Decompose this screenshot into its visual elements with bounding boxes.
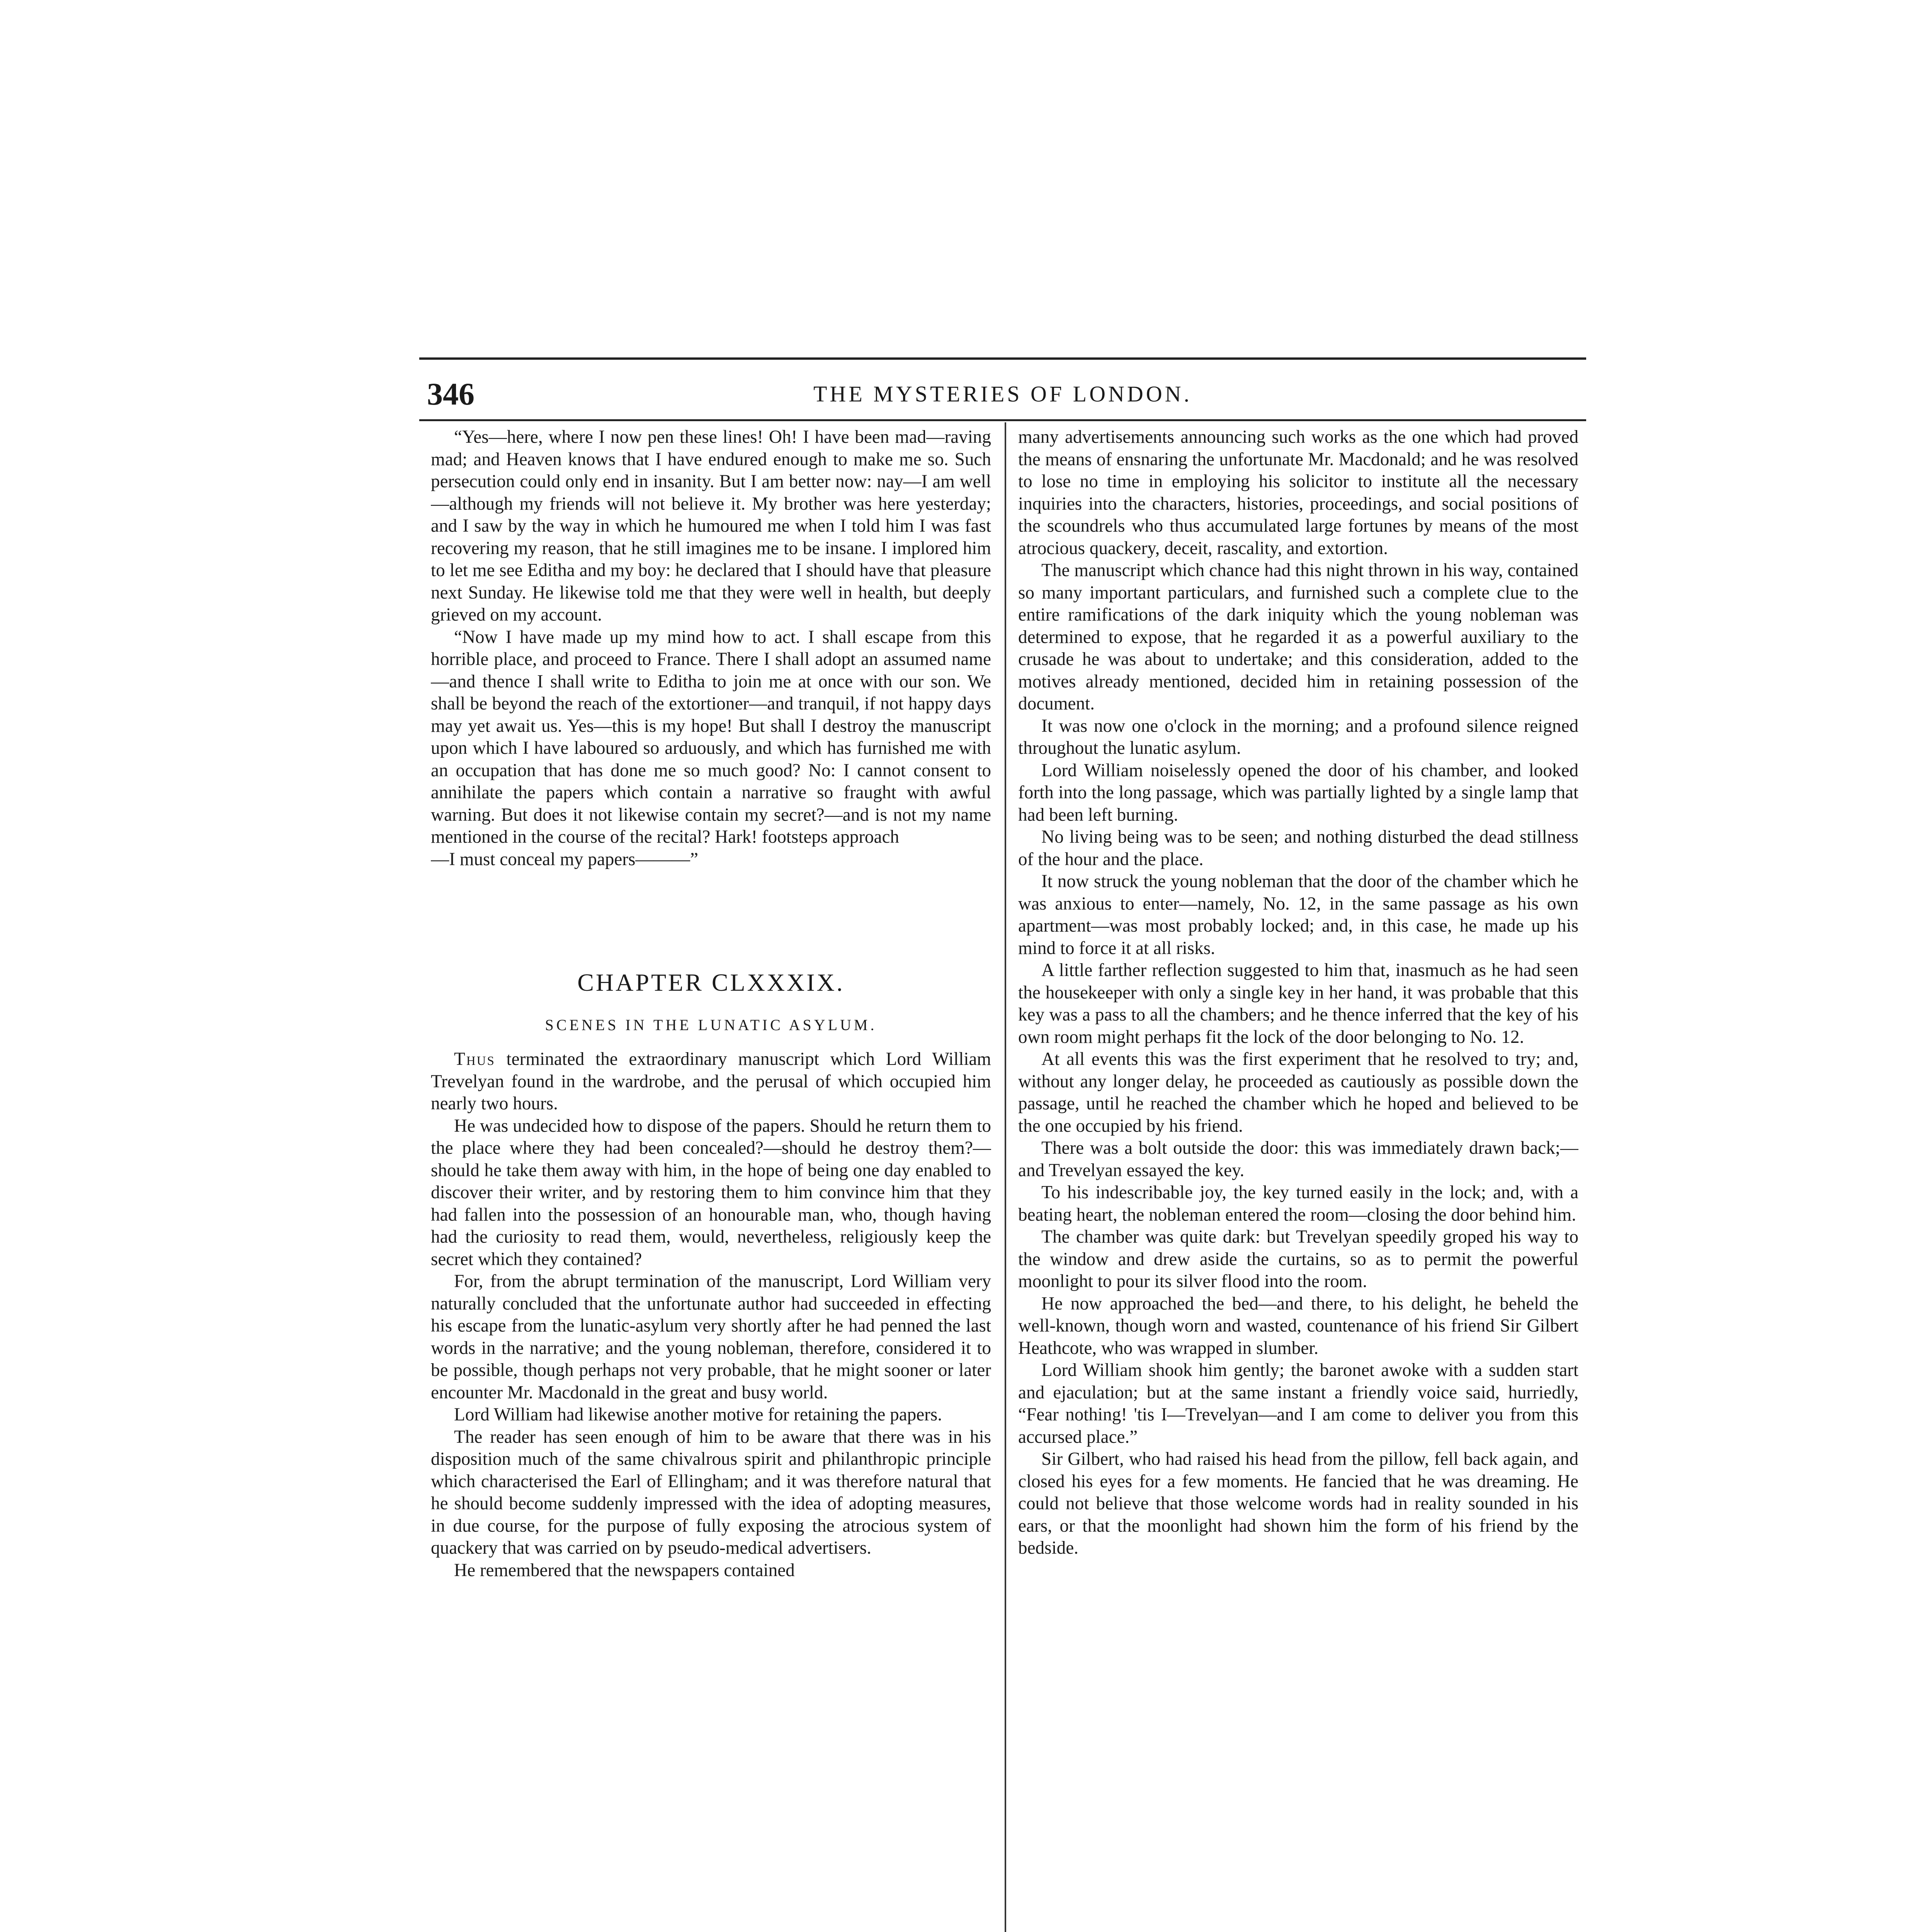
paragraph: For, from the abrupt termination of the manuscript, Lord William very naturally concluded that the unfortunate author had succeeded in effecting his escape from the lunatic-asylum very shortly after he had penned the last words in the narrative; and the young nobleman, therefore, considered it to be possible, though perhaps not very probable, that he might sooner or later encounter Mr. Macdonald in the great and busy world. <box>431 1271 991 1403</box>
manuscript-closing-line: —I must conceal my papers———” <box>431 849 698 869</box>
lead-word: Thus <box>454 1049 495 1069</box>
left-column <box>431 426 991 1932</box>
header-rule <box>419 419 1586 421</box>
paragraph: It now struck the young nobleman that the door of the chamber which he was anxious to enter—namely, No. 12, in the same passage as his own apartment—was most probably locked; and, in this case, he made up his mind to force it at all risks. <box>1018 871 1578 958</box>
paragraph: He was undecided how to dispose of the papers. Should he return them to the place where they had been concealed?—should he destroy them?—should he take them away with him, in the hope of being one day enabled to discover their writer, and by restoring them to him convince him that they had fallen into the possession of an honourable man, who, though having had the curiosity to read them, would, nevertheless, religiously keep the secret which they contained? <box>431 1116 991 1269</box>
opening-text: terminated the extraordinary manuscript which Lord William Trevelyan found in the wardrobe, and the perusal of which occupied him nearly two hours. <box>431 1049 991 1114</box>
paragraph: Lord William had likewise another motive for retaining the papers. <box>454 1405 942 1425</box>
continued-paragraph: many advertisements announcing such works as the one which had proved the means of ensnaring the unfortunate Mr. Macdonald; and he was resolved to lose no time in employing his solicitor to institute all the necessary inquiries into the characters, histories, proceedings, and social positions of the scoundrels who thus accumulated large fortunes by means of the most atrocious quackery, deceit, rascality, and extortion. <box>1018 427 1578 558</box>
manuscript-paragraph-1: “Yes—here, where I now pen these lines! Oh! I have been mad—raving mad; and Heaven knows that I have endured enough to make me so. Such persecution could only end in insanity. But I am better now: nay—I am well—although my friends will not believe it. My brother was here yesterday; and I saw by the way in which he humoured me when I told him I was fast recovering my reason, that he still imagines me to be insane. I implored him to let me see Editha and my boy: he declared that I should have that pleasure next Sunday. He likewise told me that they were well in health, but deeply grieved on my account. <box>431 427 991 625</box>
paragraph: A little farther reflection suggested to him that, inasmuch as he had seen the housekeeper with only a single key in her hand, it was probable that this key was a pass to all the chambers; and he thence inferred that the key of his own room might perhaps fit the lock of the door belonging to No. 12. <box>1018 960 1578 1047</box>
running-head: THE MYSTERIES OF LONDON. <box>813 381 1192 406</box>
paragraph: To his indescribable joy, the key turned easily in the lock; and, with a beating heart, the nobleman entered the room—closing the door behind him. <box>1018 1182 1578 1225</box>
paragraph: He remembered that the newspapers contained <box>454 1560 795 1580</box>
page-number: 346 <box>427 376 474 412</box>
column-divider <box>1005 422 1006 1932</box>
paragraph: The reader has seen enough of him to be aware that there was in his disposition much of the same chivalrous spirit and philanthropic principle which characterised the Earl of Ellingham; and it was therefore natural that he should become suddenly impressed with the idea of adopting measures, in due course, for the purpose of fully exposing the atrocious system of quackery that was carried on by pseudo-medical advertisers. <box>431 1427 991 1558</box>
paragraph: Lord William shook him gently; the baronet awoke with a sudden start and ejaculation; but at the same instant a friendly voice said, hurriedly, “Fear nothing! 'tis I—Trevelyan—and I am come to deliver you from this accursed place.” <box>1018 1360 1578 1447</box>
paragraph: No living being was to be seen; and nothing disturbed the dead stillness of the hour and the place. <box>1018 827 1578 869</box>
chapter-heading: CHAPTER CLXXXIX. <box>577 969 845 996</box>
right-column <box>1018 426 1578 1932</box>
chapter-subtitle: SCENES IN THE LUNATIC ASYLUM. <box>545 1016 877 1034</box>
newspaper-page <box>419 357 1586 1932</box>
paragraph: At all events this was the first experiment that he resolved to try; and, without any longer delay, he proceeded as cautiously as possible down the passage, until he reached the chamber which he hoped and believed to be the one occupied by his friend. <box>1018 1049 1578 1136</box>
paragraph: He now approached the bed—and there, to his delight, he beheld the well-known, though worn and wasted, countenance of his friend Sir Gilbert Heathcote, who was wrapped in slumber. <box>1018 1293 1578 1358</box>
paragraph: The manuscript which chance had this night thrown in his way, contained so many important particulars, and furnished such a complete clue to the entire ramifications of the dark iniquity which the young nobleman was determined to expose, that he regarded it as a powerful auxiliary to the crusade he was about to undertake; and this consideration, added to the motives already mentioned, decided him in retaining possession of the document. <box>1018 560 1578 714</box>
paragraph: It was now one o'clock in the morning; and a profound silence reigned throughout the lunatic asylum. <box>1018 716 1578 758</box>
top-rule <box>419 357 1586 360</box>
paragraph: The chamber was quite dark: but Trevelyan speedily groped his way to the window and drew aside the curtains, so as to permit the powerful moonlight to pour its silver flood into the room. <box>1018 1227 1578 1291</box>
manuscript-paragraph-2: “Now I have made up my mind how to act. I shall escape from this horrible place, and proceed to France. There I shall adopt an assumed name—and thence I shall write to Editha to join me at once with our son. We shall be beyond the reach of the extortioner—and tranquil, if not happy days may yet await us. Yes—this is my hope! But shall I destroy the manuscript upon which I have laboured so arduously, and which has furnished me with an occupation that has done me so much good? No: I cannot consent to annihilate the papers which contain a narrative so fraught with awful warning. But does it not likewise contain my secret?—and is not my name mentioned in the course of the recital? Hark! footsteps approach <box>431 627 991 847</box>
chapter-opening-paragraph <box>431 1048 991 1115</box>
paragraph: There was a bolt outside the door: this was immediately drawn back;—and Trevelyan essayed the key. <box>1018 1138 1578 1180</box>
paragraph: Sir Gilbert, who had raised his head from the pillow, fell back again, and closed his eyes for a few moments. He fancied that he was dreaming. He could not believe that those welcome words had in reality sounded in his ears, or that the moonlight had shown him the form of his friend by the bedside. <box>1018 1449 1578 1558</box>
paragraph: Lord William noiselessly opened the door of his chamber, and looked forth into the long passage, which was partially lighted by a single lamp that had been left burning. <box>1018 760 1578 825</box>
